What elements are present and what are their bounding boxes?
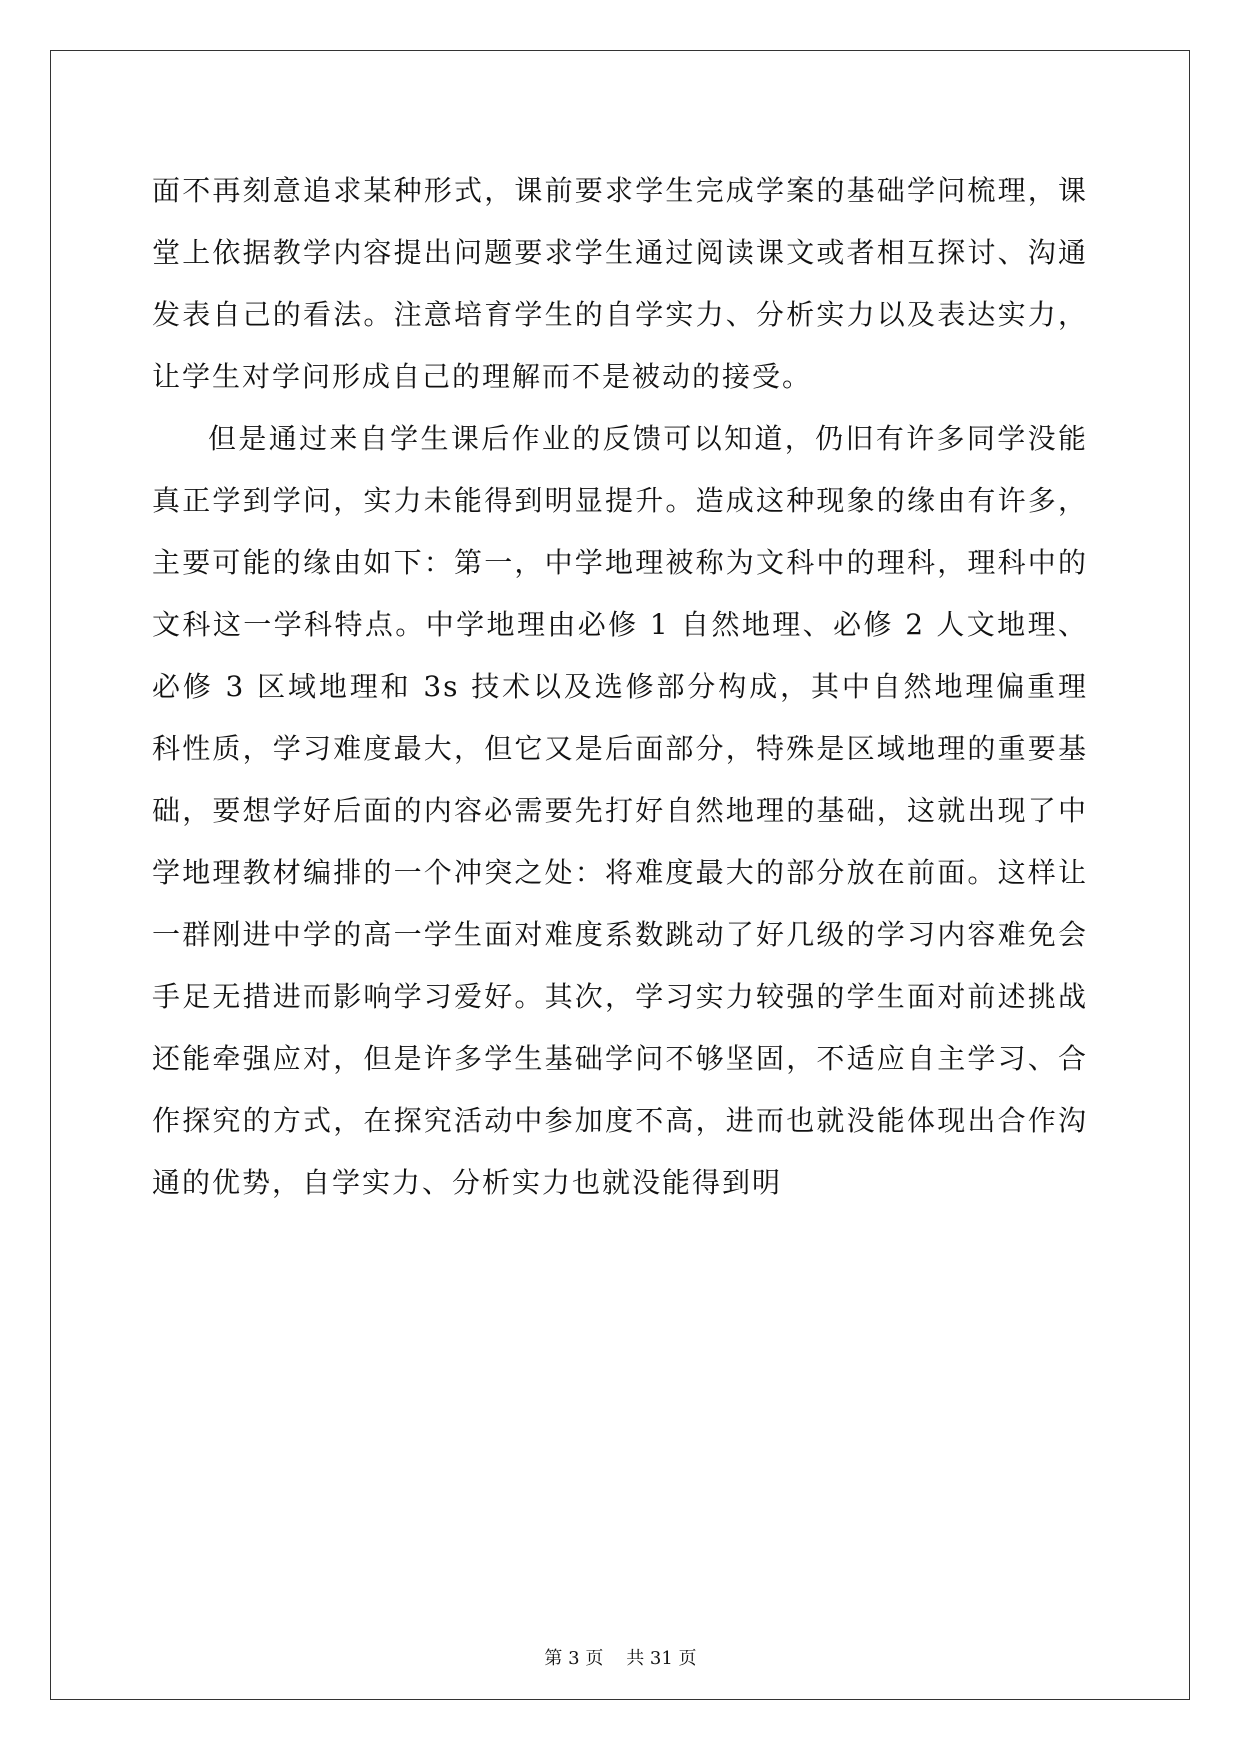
document-body bbox=[152, 160, 1088, 1214]
paragraph-2: 但是通过来自学生课后作业的反馈可以知道，仍旧有许多同学没能真正学到学问，实力未能得到明显提升。造成这种现象的缘由有许多，主要可能的缘由如下：第一，中学地理被称为文科中的理科，理科中的文科这一学科特点。中学地理由必修 1 自然地理、必修 2 人文地理、必修 3 区域地理和 3s 技术以及选修部分构成，其中自然地理偏重理科性质，学习难度最大，但它又是后面部分，特殊是区域地理的重要基础，要想学好后面的内容必需要先打好自然地理的基础，这就出现了中学地理教材编排的一个冲突之处：将难度最大的部分放在前面。这样让一群刚进中学的高一学生面对难度系数跳动了好几级的学习内容难免会手足无措进而影响学习爱好。其次，学习实力较强的学生面对前述挑战还能牵强应对，但是许多学生基础学问不够坚固，不适应自主学习、合作探究的方式，在探究活动中参加度不高，进而也就没能体现出合作沟通的优势，自学实力、分析实力也就没能得到明 bbox=[152, 422, 1088, 1199]
paragraph-1: 面不再刻意追求某种形式，课前要求学生完成学案的基础学问梳理，课堂上依据教学内容提出问题要求学生通过阅读课文或者相互探讨、沟通发表自己的看法。注意培育学生的自学实力、分析实力以及表达实力，让学生对学问形成自己的理解而不是被动的接受。 bbox=[152, 174, 1088, 393]
page-number-footer: 第 3 页 共 31 页 bbox=[544, 1648, 697, 1669]
